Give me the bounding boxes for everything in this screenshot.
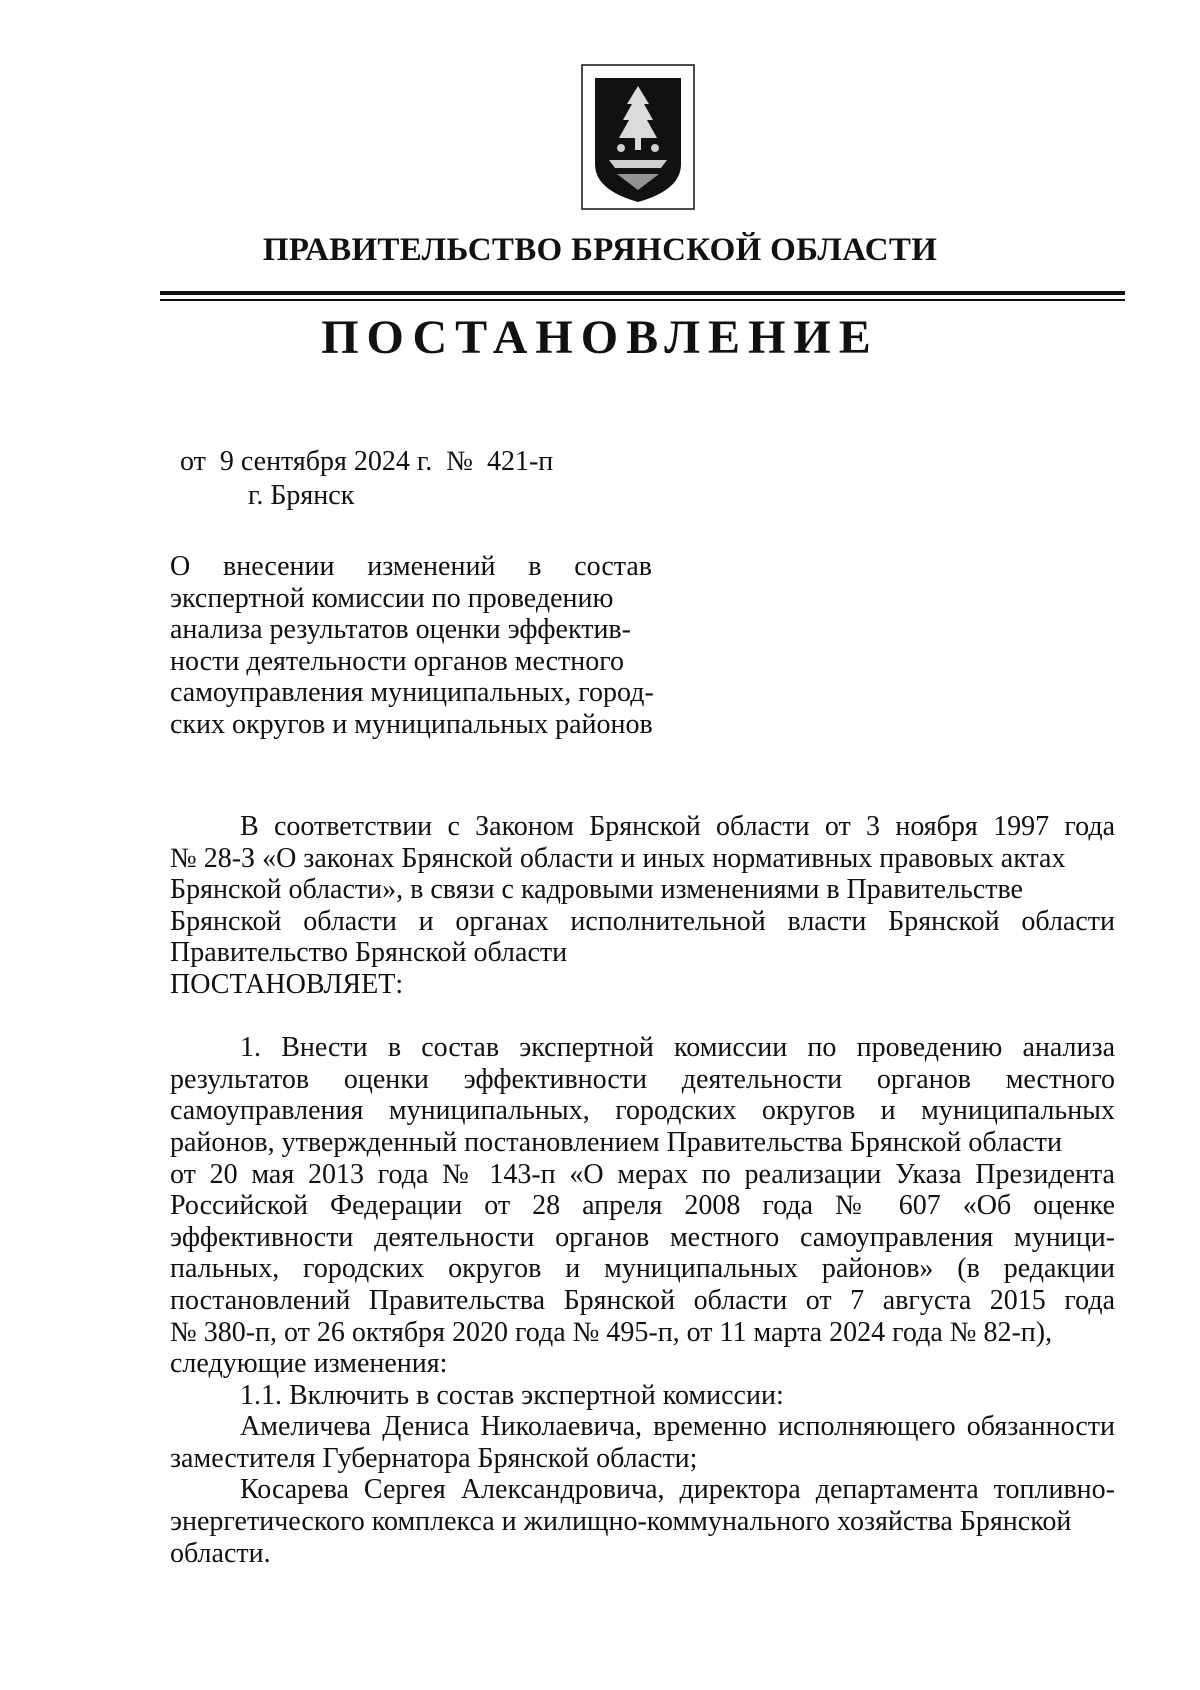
preamble-line: Брянской области и органах исполнительной власти Брянской области	[170, 905, 1115, 937]
person-line: Косарева Сергея Александровича, директора департамента топливно-	[240, 1474, 1115, 1506]
document-city: г. Брянск	[248, 480, 355, 511]
coat-of-arms-icon	[581, 64, 695, 210]
clause-line: № 380-п, от 26 октября 2020 года № 495-п, от 11 марта 2024 года № 82-п),	[170, 1316, 1053, 1348]
subject-line: самоуправления муниципальных, город-	[170, 677, 654, 708]
subject-line: ских округов и муниципальных районов	[170, 708, 653, 740]
clause-line: следующие изменения:	[170, 1348, 448, 1380]
preamble-line: Брянской области», в связи с кадровыми изменениями в Правительстве	[170, 874, 1023, 906]
organization-title: ПРАВИТЕЛЬСТВО БРЯНСКОЙ ОБЛАСТИ	[262, 232, 938, 268]
clause-line: самоуправления муниципальных, городских округов и муниципальных	[170, 1095, 1115, 1127]
subject-line: экспертной комиссии по проведению	[170, 582, 614, 614]
subclause-heading: 1.1. Включить в состав экспертной комиссии:	[240, 1379, 784, 1411]
document-type-title: ПОСТАНОВЛЕНИЕ	[321, 311, 879, 364]
clause-line: Российской Федерации от 28 апреля 2008 года № 607 «Об оценке	[170, 1190, 1115, 1222]
preamble-line: Правительство Брянской области	[170, 937, 568, 969]
preamble-line: № 28-З «О законах Брянской области и иных нормативных правовых актах	[170, 842, 1066, 874]
clause-line: районов, утвержденный постановлением Правительства Брянской области	[170, 1126, 1062, 1158]
document-body	[170, 811, 1115, 1569]
subject-line: ности деятельности органов местного	[170, 645, 625, 677]
clause-line: 1. Внести в состав экспертной комиссии по проведению анализа	[240, 1032, 1115, 1064]
document-subject	[170, 551, 652, 740]
header-rule-thin	[160, 299, 1125, 301]
clause-line: эффективности деятельности органов местного самоуправления муници-	[170, 1221, 1115, 1253]
header-rule-thick	[160, 291, 1125, 295]
clause-line: результатов оценки эффективности деятельности органов местного	[170, 1063, 1115, 1095]
subject-line: О внесении изменений в состав	[170, 551, 652, 582]
person-line: Амеличева Дениса Николаевича, временно исполняющего обязанности	[240, 1411, 1115, 1443]
person-line: энергетического комплекса и жилищно-коммунального хозяйства Брянской	[170, 1506, 1072, 1538]
document-date-number: от 9 сентября 2024 г. № 421-п	[180, 446, 554, 477]
preamble-line: В соответствии с Законом Брянской области от 3 ноября 1997 года	[240, 811, 1115, 842]
person-line: заместителя Губернатора Брянской области;	[170, 1442, 698, 1474]
clause-line: постановлений Правительства Брянской области от 7 августа 2015 года	[170, 1284, 1115, 1316]
subject-line: анализа результатов оценки эффектив-	[170, 614, 631, 645]
clause-line: от 20 мая 2013 года № 143-п «О мерах по реализации Указа Президента	[170, 1158, 1115, 1190]
resolves-heading: ПОСТАНОВЛЯЕТ:	[170, 968, 404, 1000]
person-line: области.	[170, 1537, 271, 1569]
paragraph-gap	[170, 1001, 1115, 1033]
clause-line: пальных, городских округов и муниципальных районов» (в редакции	[170, 1253, 1115, 1285]
